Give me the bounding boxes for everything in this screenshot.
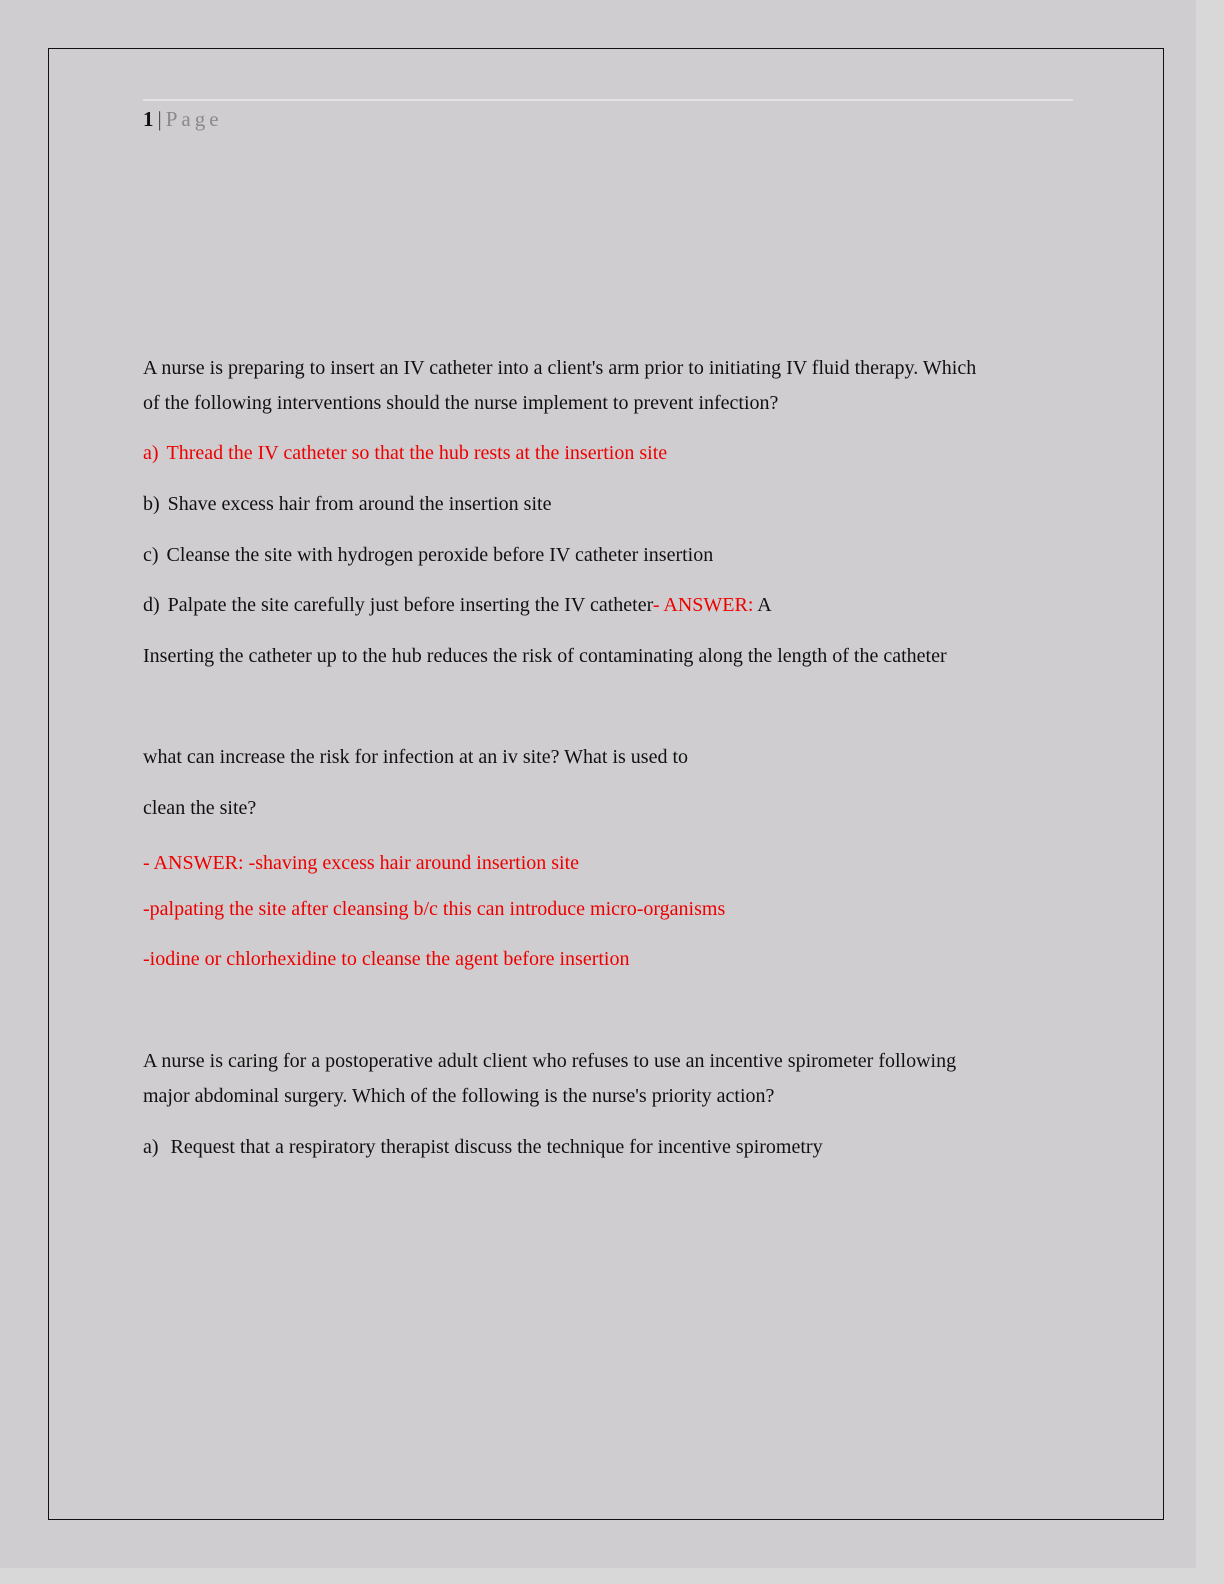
answer-value: A: [757, 594, 772, 616]
option-letter: a): [143, 1136, 159, 1158]
option-text: Shave excess hair from around the insertion site: [167, 493, 552, 515]
q1-option-d: [143, 592, 772, 618]
header-rule: [143, 99, 1073, 101]
q1-option-b: [143, 491, 551, 517]
q2-answer-line2: -palpating the site after cleansing b/c this can introduce micro-organisms: [143, 898, 726, 920]
option-text: Thread the IV catheter so that the hub rests at the insertion site: [166, 442, 668, 464]
q3-stem-line1: A nurse is caring for a postoperative adult client who refuses to use an incentive spirometer following: [143, 1050, 957, 1072]
answer-label: - ANSWER:: [652, 594, 754, 616]
page-number-separator: |: [157, 107, 162, 131]
q1-rationale: Inserting the catheter up to the hub reduces the risk of contaminating along the length of the catheter: [143, 645, 947, 667]
option-text: Request that a respiratory therapist discuss the technique for incentive spirometry: [170, 1136, 823, 1158]
q2-answer-line3: -iodine or chlorhexidine to cleanse the agent before insertion: [143, 948, 630, 970]
page-number: 1: [143, 107, 154, 131]
q2-stem-line2: clean the site?: [143, 797, 257, 819]
q2-stem-line1: what can increase the risk for infection at an iv site? What is used to: [143, 746, 688, 768]
option-letter: c): [143, 544, 159, 566]
q2-answer-line1: - ANSWER: -shaving excess hair around insertion site: [143, 852, 580, 874]
q3-stem-line2: major abdominal surgery. Which of the following is the nurse's priority action?: [143, 1085, 775, 1107]
option-text: Cleanse the site with hydrogen peroxide before IV catheter insertion: [166, 544, 714, 566]
page-border: [48, 48, 1164, 1520]
q3-option-a: [143, 1134, 823, 1160]
page-word: Page: [165, 107, 223, 131]
option-text: Palpate the site carefully just before inserting the IV catheter: [167, 594, 653, 616]
option-letter: b): [143, 493, 160, 515]
page-number-header: [143, 106, 223, 132]
q1-option-c: [143, 542, 713, 568]
option-letter: d): [143, 594, 160, 616]
option-letter: a): [143, 442, 159, 464]
q1-option-a: [143, 440, 667, 466]
q1-stem-line2: of the following interventions should the nurse implement to prevent infection?: [143, 392, 779, 414]
q1-stem-line1: A nurse is preparing to insert an IV catheter into a client's arm prior to initiating IV fluid therapy. Which: [143, 357, 977, 379]
